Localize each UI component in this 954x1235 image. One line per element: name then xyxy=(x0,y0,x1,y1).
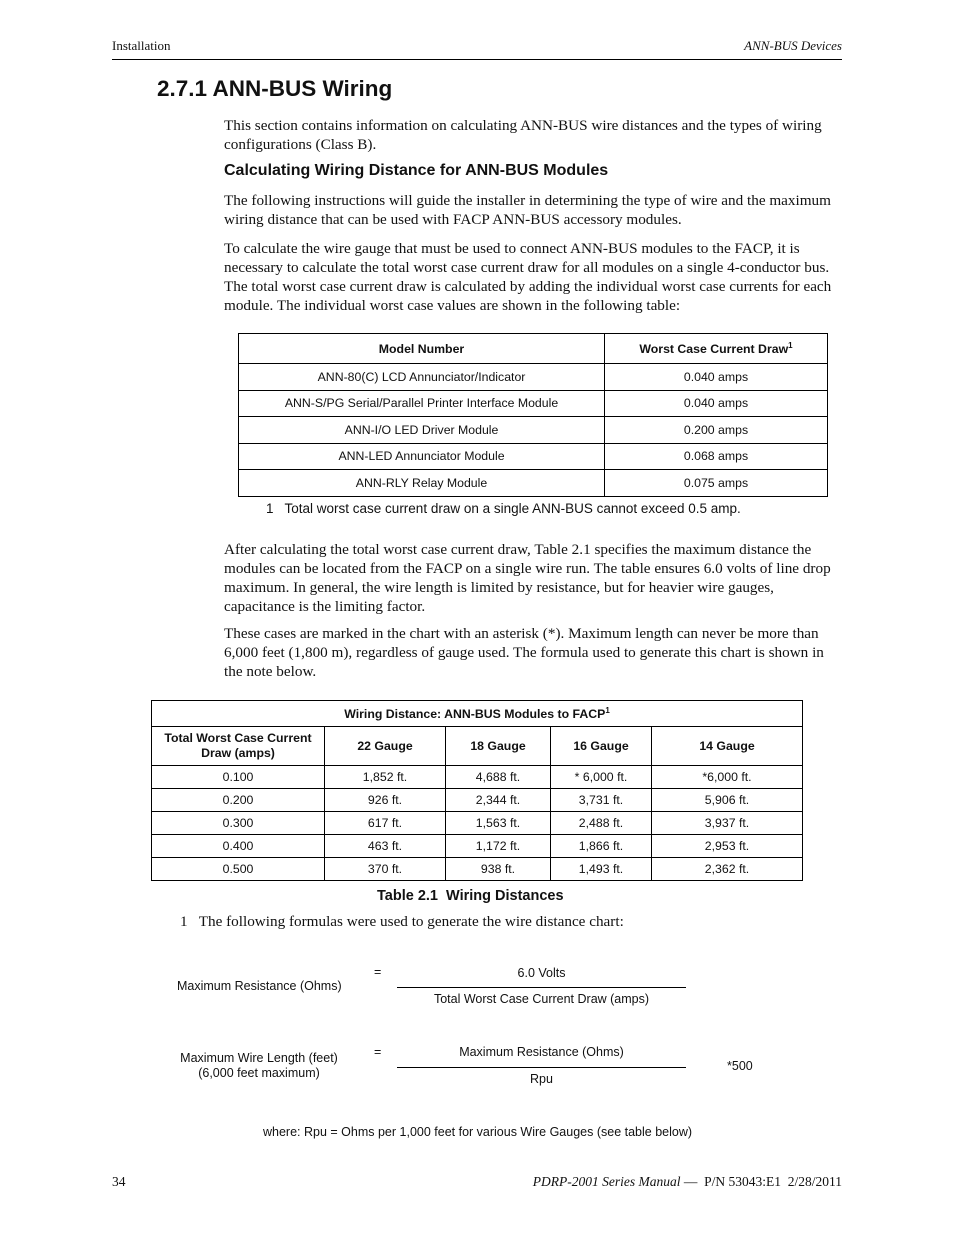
table-cell: 2,362 ft. xyxy=(652,858,803,881)
formula1-numerator: 6.0 Volts xyxy=(517,966,566,980)
manual-part-number: — P/N 53043:E1 2/28/2011 xyxy=(680,1174,842,1189)
table-cell: 370 ft. xyxy=(325,858,446,881)
table-cell: 1,493 ft. xyxy=(551,858,652,881)
table-cell: * 6,000 ft. xyxy=(551,766,652,789)
formula1-equals: = xyxy=(374,965,382,979)
table-row xyxy=(152,812,803,835)
table-cell: 4,688 ft. xyxy=(446,766,551,789)
table-row xyxy=(239,364,828,391)
wiring-distance-table xyxy=(151,700,803,881)
table-cell: 1,563 ft. xyxy=(446,812,551,835)
column-header: Worst Case Current Draw$^1$ xyxy=(605,334,828,364)
table-cell: ANN-LED Annunciator Module xyxy=(239,443,605,470)
table-cell: 617 ft. xyxy=(325,812,446,835)
table-header-row xyxy=(239,334,828,364)
formula-note: 1 The following formulas were used to generate the wire distance chart: xyxy=(180,913,624,930)
table-cell: 2,488 ft. xyxy=(551,812,652,835)
subsection-title: Calculating Wiring Distance for ANN-BUS Modules xyxy=(224,162,609,179)
formula2-lhs: Maximum Wire Length (feet) xyxy=(180,1051,338,1065)
column-header: Total Worst Case Current Draw (amps) xyxy=(152,727,325,766)
table-row xyxy=(152,858,803,881)
formula1-denominator: Total Worst Case Current Draw (amps) xyxy=(433,992,650,1006)
table-caption-label: Table 2.1 Wiring Distances xyxy=(377,888,564,904)
table-caption-row xyxy=(152,701,803,727)
table-cell: 3,937 ft. xyxy=(652,812,803,835)
table-row xyxy=(152,835,803,858)
table-cell: 0.200 amps xyxy=(605,417,828,444)
table-cell: 5,906 ft. xyxy=(652,789,803,812)
running-header-chapter: ANN-BUS Devices xyxy=(744,38,842,53)
current-draw-paragraph: To calculate the wire gauge that must be used to connect ANN-BUS modules to the FACP, it is necessary to calculate the total worst case current draw for all modules on a single 4-conductor bus. The total worst case current draw is calculated by adding the individual worst case currents for each module. The individual worst case values are shown in the following table: xyxy=(224,240,832,314)
table-cell: 2,953 ft. xyxy=(652,835,803,858)
table-row xyxy=(152,766,803,789)
table-cell: 3,731 ft. xyxy=(551,789,652,812)
table-cell: 0.040 amps xyxy=(605,364,828,391)
table-header-row xyxy=(152,727,803,766)
column-header: 16 Gauge xyxy=(551,727,652,766)
table-cell: 1,866 ft. xyxy=(551,835,652,858)
table-cell: 463 ft. xyxy=(325,835,446,858)
table-cell: 1,172 ft. xyxy=(446,835,551,858)
column-header: Model Number xyxy=(239,334,605,364)
table-cell: 1,852 ft. xyxy=(325,766,446,789)
formula2-fraction-bar xyxy=(397,1067,686,1068)
table-cell: 0.068 amps xyxy=(605,443,828,470)
table-cell: *6,000 ft. xyxy=(652,766,803,789)
formula1-fraction-bar xyxy=(397,987,686,988)
table-cell: 2,344 ft. xyxy=(446,789,551,812)
formula2-denominator: Rpu xyxy=(530,1072,553,1086)
current-draw-table xyxy=(238,333,828,497)
table-cell: 0.100 xyxy=(152,766,325,789)
formula2-lhs-note: (6,000 feet maximum) xyxy=(198,1066,320,1080)
table-cell: 0.400 xyxy=(152,835,325,858)
column-header: 22 Gauge xyxy=(325,727,446,766)
formula2-equals: = xyxy=(374,1045,382,1059)
formula1-lhs: Maximum Resistance (Ohms) xyxy=(177,979,342,993)
rpu-definition: where: Rpu = Ohms per 1,000 feet for various Wire Gauges (see table below) xyxy=(263,1125,693,1139)
instructions-paragraph: The following instructions will guide the installer in determining the type of wire and the maximum wiring distance that can be used with FACP ANN-BUS accessory modules. xyxy=(224,192,831,228)
table-row xyxy=(239,443,828,470)
table-row xyxy=(239,417,828,444)
table-row xyxy=(152,789,803,812)
column-header: 18 Gauge xyxy=(446,727,551,766)
asterisk-paragraph: These cases are marked in the chart with an asterisk (*). Maximum length can never be more than 6,000 feet (1,800 m), regardless of gauge used. The formula used to generate this chart is shown in the note below. xyxy=(224,625,824,680)
header-rule xyxy=(112,59,842,60)
manual-title: PDRP-2001 Series Manual xyxy=(532,1174,681,1189)
footnote-marker: 1 xyxy=(605,705,610,715)
formula2-numerator: Maximum Resistance (Ohms) xyxy=(459,1045,624,1059)
table-cell: ANN-I/O LED Driver Module xyxy=(239,417,605,444)
table-cell: 0.500 xyxy=(152,858,325,881)
footnote-marker: 1 xyxy=(788,340,793,350)
table-cell: 0.075 amps xyxy=(605,470,828,497)
page-number: 34 xyxy=(112,1174,126,1189)
table-cell: 0.200 xyxy=(152,789,325,812)
footer-manual-info xyxy=(533,1174,842,1190)
table-footnote: 1 Total worst case current draw on a single ANN-BUS cannot exceed 0.5 amp. xyxy=(266,501,741,516)
table-cell: ANN-RLY Relay Module xyxy=(239,470,605,497)
running-header-section: Installation xyxy=(112,38,171,53)
distance-paragraph: After calculating the total worst case current draw, Table 2.1 specifies the maximum distance the modules can be located from the FACP on a single wire run. The table ensures 6.0 volts of line drop maximum. In general, the wire length is limited by resistance, but for heavier wire gauges, capacitance is the limiting factor. xyxy=(224,541,831,615)
table-caption: Wiring Distance: ANN-BUS Modules to FACP$^1$ xyxy=(152,701,803,727)
section-title: 2.7.1 ANN-BUS Wiring xyxy=(157,76,393,101)
table-cell: 0.040 amps xyxy=(605,390,828,417)
column-header: 14 Gauge xyxy=(652,727,803,766)
intro-paragraph: This section contains information on calculating ANN-BUS wire distances and the types of wiring configurations (Class B). xyxy=(224,117,822,153)
table-cell: 926 ft. xyxy=(325,789,446,812)
table-cell: ANN-80(C) LCD Annunciator/Indicator xyxy=(239,364,605,391)
table-cell: 938 ft. xyxy=(446,858,551,881)
table-cell: 0.300 xyxy=(152,812,325,835)
table-cell: ANN-S/PG Serial/Parallel Printer Interface Module xyxy=(239,390,605,417)
table-row xyxy=(239,470,828,497)
formula2-multiplier: *500 xyxy=(727,1059,753,1073)
table-row xyxy=(239,390,828,417)
